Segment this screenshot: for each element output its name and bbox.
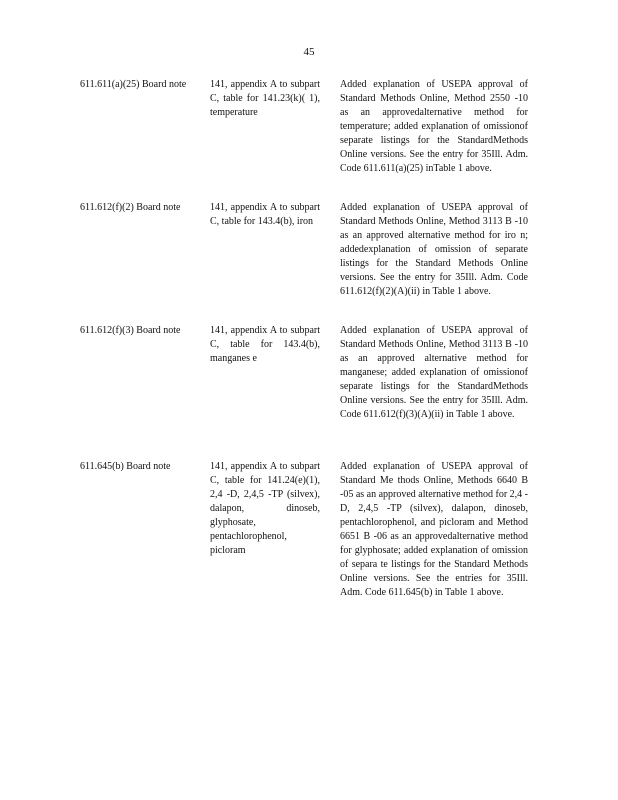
description-cell: Added explanation of USEPA approval of Standard Me thods Online, Methods 6640 B -05 as an approved alternative method for 2,4 -D, 2,4,5 -TP (silvex), dalapon, dinoseb, pentachlorophenol, and picloram and Method 6651 B -06 as an approvedalternative method for glyphosate; added explanation of omission of separa te listings for the Standard Methods Online versions. See the entries for 35Ill. Adm. Code 611.645(b) in Table 1 above. [340, 461, 528, 598]
section-cell: 611.611(a)(25) Board note [80, 79, 187, 90]
description-cell: Added explanation of USEPA approval of Standard Methods Online, Method 3113 B -10 as an approved alternative method for iro n; addedexplanation of omission of separate listings for the Standard Methods Online versions. See the entry for 35Ill. Adm. Code 611.612(f)(2)(A)(ii) in Table 1 above. [340, 202, 528, 297]
section-cell: 611.645(b) Board note [80, 461, 171, 472]
description-cell: Added explanation of USEPA approval of Standard Methods Online, Method 3113 B -10 as an approved alternative method for manganese; added explanation of omissionof separate listings for the StandardMethods Online versions. See the entry for 35Ill. Adm. Code 611.612(f)(3)(A)(ii) in Table 1 above. [340, 325, 528, 420]
section-cell: 611.612(f)(3) Board note [80, 325, 181, 336]
provision-cell: 141, appendix A to subpart C, table for 143.4(b), iron [210, 202, 320, 227]
provision-cell: 141, appendix A to subpart C, table for 141.24(e)(1), 2,4 -D, 2,4,5 -TP (silvex), dalapon, dinoseb, glyphosate, pentachlorophenol, picloram [210, 461, 320, 556]
section-cell: 611.612(f)(2) Board note [80, 202, 181, 213]
description-cell: Added explanation of USEPA approval of Standard Methods Online, Method 2550 -10 as an approvedalternative method for temperature; added explanation of omissionof separate listings for the StandardMethods Online versions. See the entry for 35Ill. Adm. Code 611.611(a)(25) inTable 1 above. [340, 79, 528, 174]
page-number: 45 [303, 46, 315, 58]
provision-cell: 141, appendix A to subpart C, table for 143.4(b), manganes e [210, 325, 320, 364]
provision-cell: 141, appendix A to subpart C, table for 141.23(k)( 1), temperature [210, 79, 320, 118]
